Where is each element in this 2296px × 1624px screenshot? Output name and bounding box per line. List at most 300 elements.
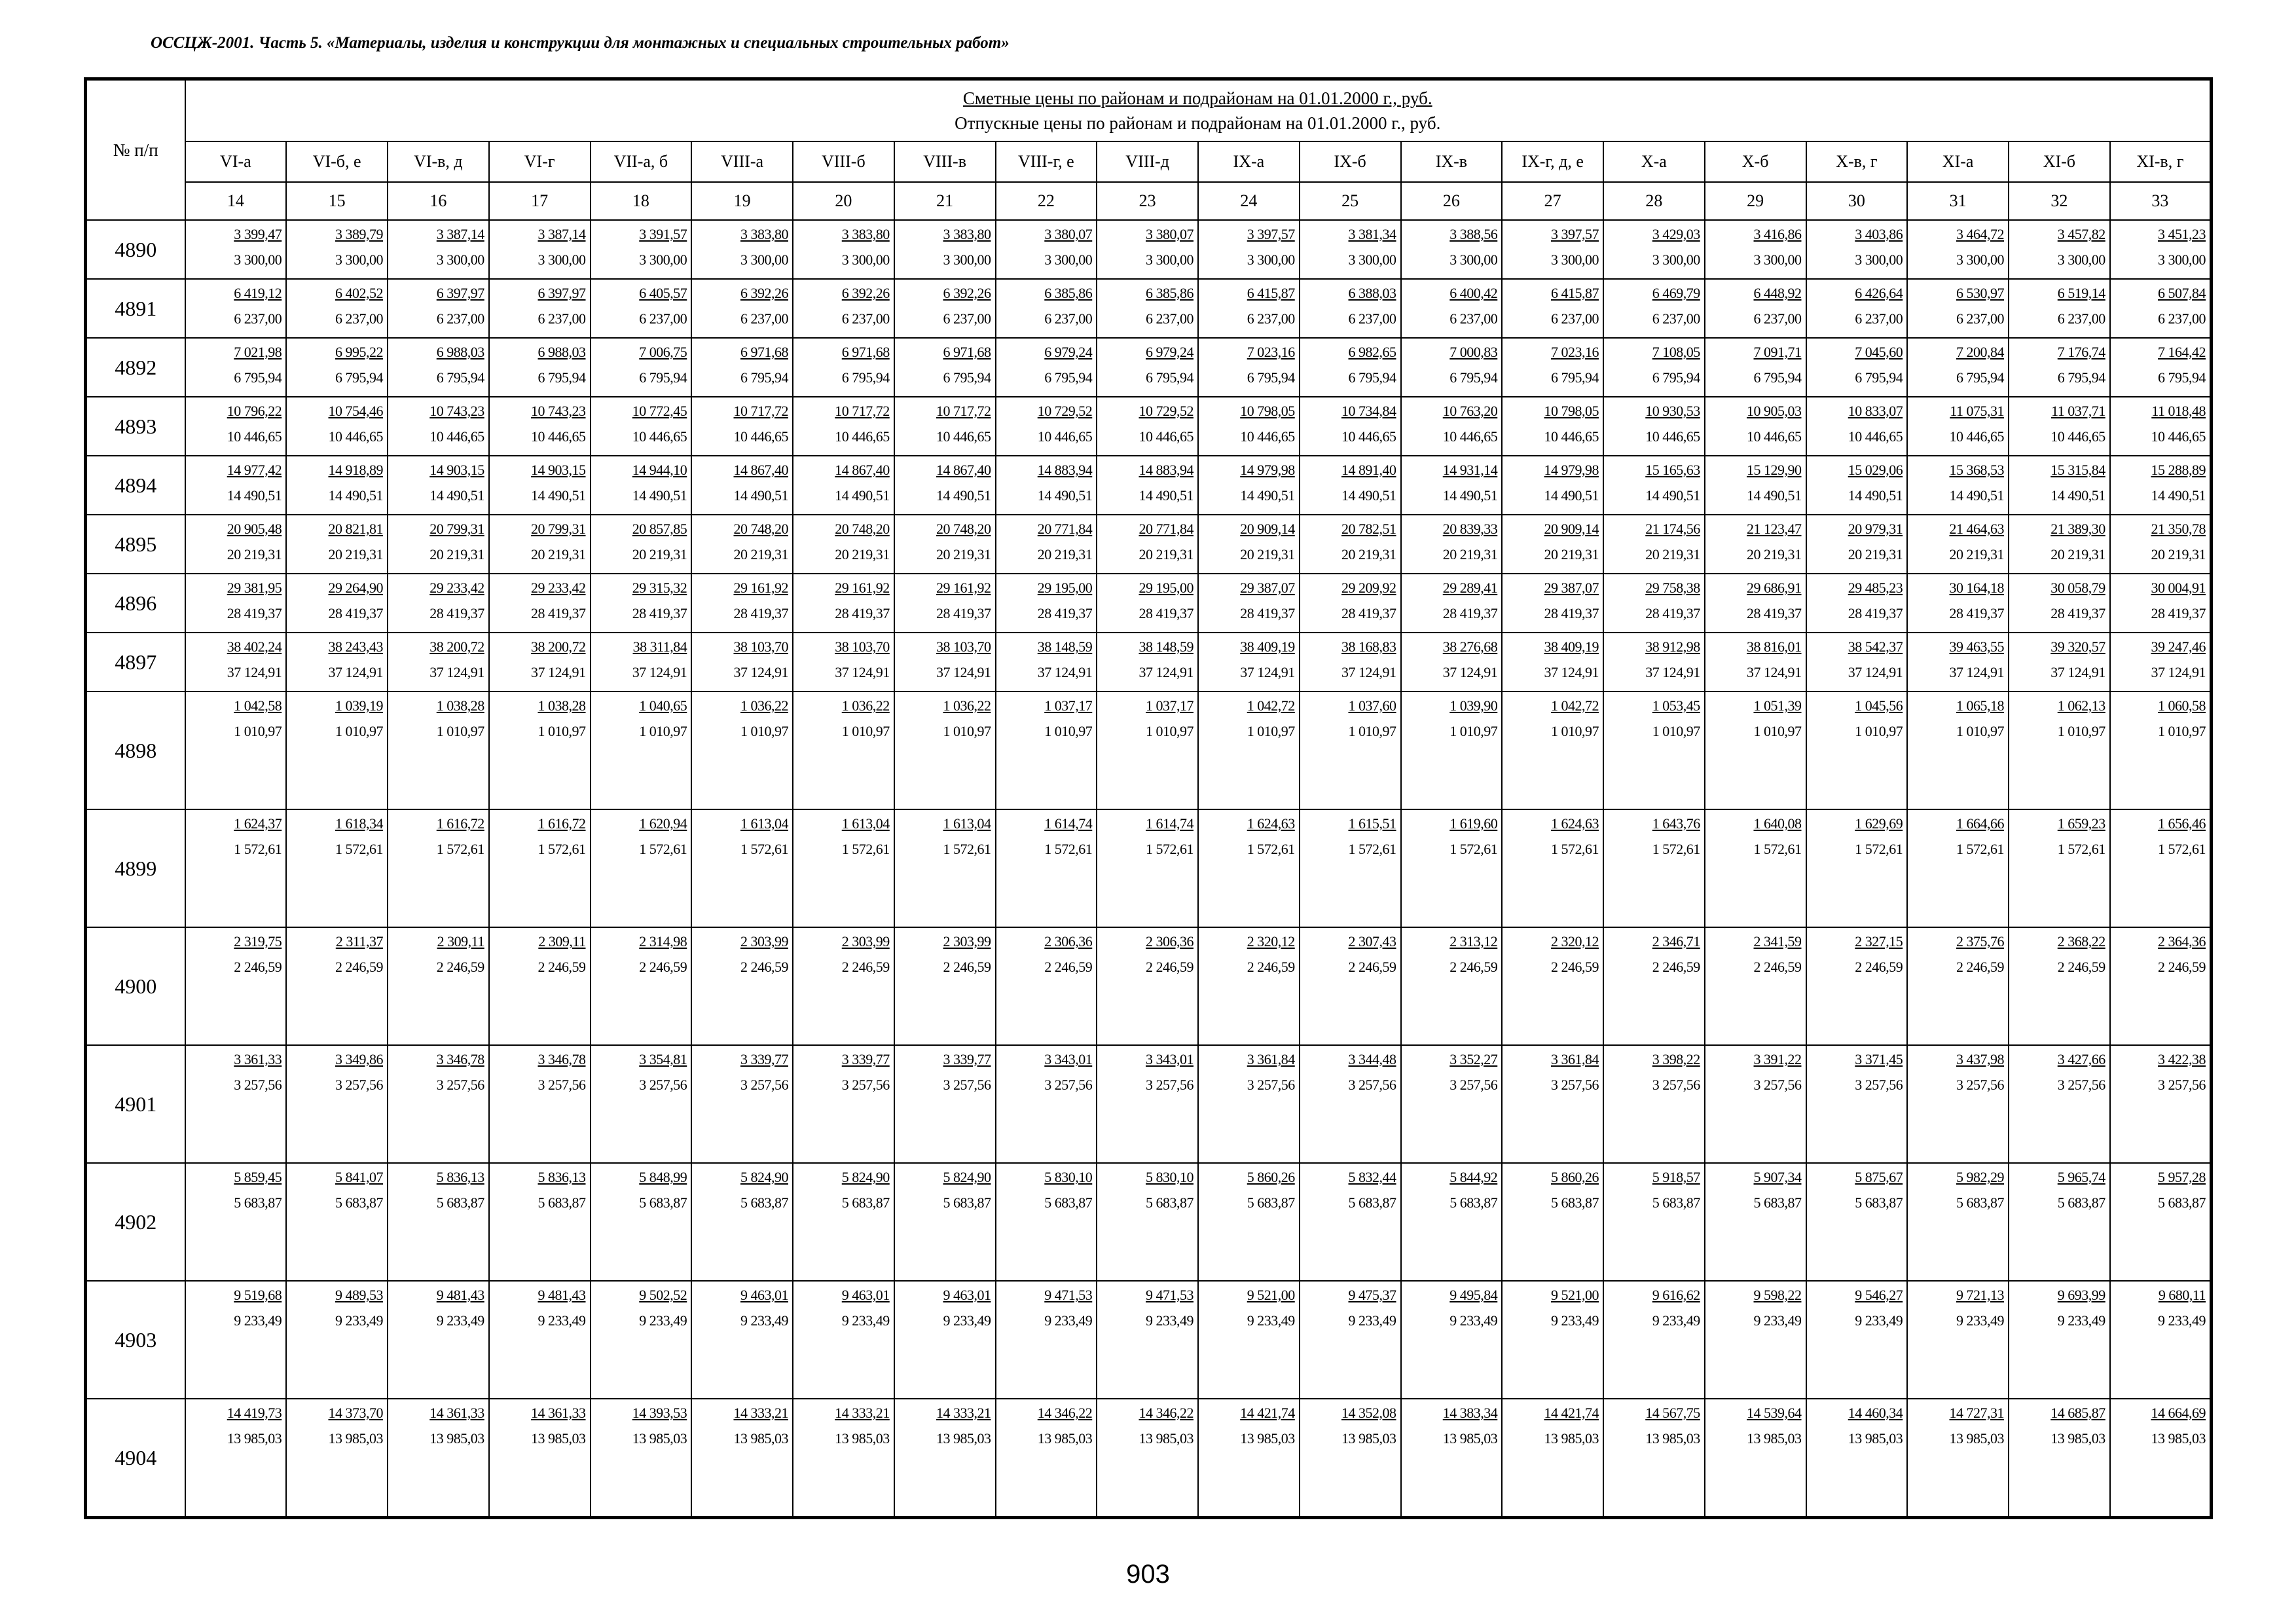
release-price: 9 233,49 (538, 1312, 586, 1329)
table-row (86, 456, 2212, 515)
release-price: 10 446,65 (1949, 428, 2004, 445)
estimated-price: 29 195,00 (1139, 580, 1194, 596)
estimated-price: 38 409,19 (1544, 638, 1599, 655)
estimated-price: 30 058,79 (2050, 580, 2105, 596)
release-price: 5 683,87 (1247, 1194, 1295, 1211)
price-cell (286, 456, 388, 515)
price-cell (2009, 456, 2110, 515)
release-price: 2 246,59 (1551, 959, 1599, 975)
release-price: 20 219,31 (429, 546, 484, 563)
estimated-price: 9 463,01 (943, 1287, 991, 1303)
release-price: 6 237,00 (1551, 310, 1599, 327)
release-price: 1 572,61 (1146, 841, 1194, 857)
estimated-price: 10 905,03 (1747, 403, 1802, 419)
estimated-price: 3 383,80 (943, 226, 991, 242)
estimated-price: 5 841,07 (335, 1169, 383, 1185)
row-number: 4902 (86, 1163, 185, 1281)
release-price: 2 246,59 (740, 959, 788, 975)
estimated-price: 20 909,14 (1544, 521, 1599, 537)
estimated-price: 1 620,94 (639, 815, 687, 832)
estimated-price: 10 798,05 (1240, 403, 1295, 419)
estimated-price: 1 039,90 (1449, 697, 1498, 714)
row-number: 4896 (86, 574, 185, 633)
price-cell (2110, 515, 2212, 574)
price-cell (591, 927, 692, 1045)
release-price: 6 237,00 (639, 310, 687, 327)
price-cell (1097, 633, 1198, 692)
price-cell (2110, 927, 2212, 1045)
release-price: 3 257,56 (1652, 1077, 1700, 1093)
release-price: 2 246,59 (1855, 959, 1903, 975)
release-price: 6 237,00 (1348, 310, 1396, 327)
release-price: 3 300,00 (1348, 251, 1396, 268)
price-cell (1502, 1045, 1603, 1163)
price-cell (691, 1045, 793, 1163)
price-cell (894, 338, 996, 397)
release-price: 28 419,37 (1139, 605, 1194, 621)
release-price: 6 795,94 (436, 369, 484, 386)
price-cell (1705, 1399, 1806, 1518)
estimated-price: 14 883,94 (1139, 462, 1194, 478)
release-price: 13 985,03 (1240, 1430, 1295, 1447)
estimated-price: 21 464,63 (1949, 521, 2004, 537)
release-price: 5 683,87 (1044, 1194, 1093, 1211)
estimated-price: 1 045,56 (1855, 697, 1903, 714)
column-number: 24 (1198, 182, 1300, 220)
release-price: 14 490,51 (1037, 487, 1093, 504)
release-price: 3 257,56 (1855, 1077, 1903, 1093)
price-cell (894, 927, 996, 1045)
price-cell (1198, 515, 1300, 574)
row-number: 4903 (86, 1281, 185, 1399)
estimated-price: 1 614,74 (1146, 815, 1194, 832)
release-price: 6 795,94 (1146, 369, 1194, 386)
estimated-price: 6 392,26 (841, 285, 890, 301)
release-price: 10 446,65 (1240, 428, 1295, 445)
estimated-price: 6 385,86 (1146, 285, 1194, 301)
release-price: 3 300,00 (234, 251, 282, 268)
release-price: 13 985,03 (936, 1430, 991, 1447)
estimated-price: 1 656,46 (2158, 815, 2206, 832)
estimated-price: 9 546,27 (1855, 1287, 1903, 1303)
price-cell (1401, 809, 1503, 927)
estimated-price: 29 387,07 (1240, 580, 1295, 596)
estimated-price: 3 398,22 (1652, 1051, 1700, 1067)
price-cell (2110, 692, 2212, 809)
release-price: 14 490,51 (2050, 487, 2105, 504)
release-price: 3 300,00 (1551, 251, 1599, 268)
price-cell (388, 927, 489, 1045)
price-cell (2110, 1281, 2212, 1399)
price-cell (1907, 1281, 2009, 1399)
row-number: 4890 (86, 220, 185, 279)
table-row (86, 1281, 2212, 1399)
estimated-price: 5 982,29 (1956, 1169, 2004, 1185)
estimated-price: 3 427,66 (2057, 1051, 2105, 1067)
estimated-price: 7 091,71 (1753, 344, 1802, 360)
estimated-price: 3 388,56 (1449, 226, 1498, 242)
estimated-price: 14 346,22 (1037, 1405, 1093, 1421)
release-price: 10 446,65 (2151, 428, 2206, 445)
estimated-price: 2 309,11 (437, 933, 484, 950)
estimated-price: 3 387,14 (538, 226, 586, 242)
release-price: 1 010,97 (1855, 723, 1903, 739)
price-cell (1300, 927, 1401, 1045)
price-cell (1502, 456, 1603, 515)
estimated-price: 11 075,31 (1950, 403, 2004, 419)
estimated-price: 7 000,83 (1449, 344, 1498, 360)
estimated-price: 14 867,40 (733, 462, 788, 478)
estimated-price: 5 824,90 (841, 1169, 890, 1185)
release-price: 13 985,03 (1341, 1430, 1396, 1447)
estimated-price: 3 346,78 (538, 1051, 586, 1067)
estimated-price: 6 971,68 (740, 344, 788, 360)
price-cell (185, 633, 287, 692)
estimated-price: 3 361,84 (1247, 1051, 1295, 1067)
price-cell (1705, 1045, 1806, 1163)
column-number: 27 (1502, 182, 1603, 220)
release-price: 6 237,00 (2158, 310, 2206, 327)
column-number: 14 (185, 182, 287, 220)
price-cell (489, 1163, 591, 1281)
estimated-price: 1 613,04 (943, 815, 991, 832)
price-cell (996, 220, 1097, 279)
estimated-price: 7 176,74 (2057, 344, 2105, 360)
estimated-price: 3 383,80 (841, 226, 890, 242)
release-price: 9 233,49 (1044, 1312, 1093, 1329)
estimated-price: 10 734,84 (1341, 403, 1396, 419)
price-cell (1198, 1045, 1300, 1163)
estimated-price: 9 616,62 (1652, 1287, 1700, 1303)
price-cell (185, 1045, 287, 1163)
region-header: XI-а (1907, 141, 2009, 182)
estimated-price: 1 040,65 (639, 697, 687, 714)
release-price: 1 572,61 (2158, 841, 2206, 857)
price-cell (894, 397, 996, 456)
release-price: 3 300,00 (1855, 251, 1903, 268)
release-price: 6 237,00 (1956, 310, 2004, 327)
release-price: 3 300,00 (538, 251, 586, 268)
release-price: 1 572,61 (1652, 841, 1700, 857)
release-price: 3 257,56 (639, 1077, 687, 1093)
release-price: 3 300,00 (335, 251, 383, 268)
estimated-price: 9 463,01 (740, 1287, 788, 1303)
estimated-price: 5 832,44 (1348, 1169, 1396, 1185)
release-price: 1 010,97 (538, 723, 586, 739)
price-cell (2110, 1163, 2212, 1281)
price-cell (996, 633, 1097, 692)
estimated-price: 6 971,68 (841, 344, 890, 360)
price-cell (489, 633, 591, 692)
estimated-price: 2 309,11 (538, 933, 586, 950)
price-cell (793, 397, 894, 456)
column-number: 28 (1603, 182, 1705, 220)
estimated-price: 20 839,33 (1442, 521, 1498, 537)
price-cell (1502, 633, 1603, 692)
price-cell (2110, 633, 2212, 692)
estimated-price: 1 037,17 (1044, 697, 1093, 714)
price-cell (1300, 1163, 1401, 1281)
estimated-price: 3 354,81 (639, 1051, 687, 1067)
estimated-price: 2 320,12 (1551, 933, 1599, 950)
region-header: X-б (1705, 141, 1806, 182)
release-price: 3 300,00 (943, 251, 991, 268)
release-price: 3 257,56 (234, 1077, 282, 1093)
release-price: 20 219,31 (733, 546, 788, 563)
release-price: 3 257,56 (841, 1077, 890, 1093)
price-cell (2009, 1163, 2110, 1281)
release-price: 5 683,87 (2057, 1194, 2105, 1211)
price-cell (1300, 809, 1401, 927)
estimated-price: 14 944,10 (632, 462, 687, 478)
price-cell (489, 809, 591, 927)
price-cell (1401, 515, 1503, 574)
estimated-price: 1 053,45 (1652, 697, 1700, 714)
estimated-price: 14 685,87 (2050, 1405, 2105, 1421)
price-cell (1300, 1399, 1401, 1518)
release-price: 10 446,65 (531, 428, 586, 445)
release-price: 14 490,51 (1240, 487, 1295, 504)
price-cell (388, 574, 489, 633)
column-number: 20 (793, 182, 894, 220)
estimated-price: 2 303,99 (740, 933, 788, 950)
release-price: 13 985,03 (733, 1430, 788, 1447)
price-cell (1300, 574, 1401, 633)
price-cell (1097, 927, 1198, 1045)
price-cell (489, 456, 591, 515)
release-price: 5 683,87 (1551, 1194, 1599, 1211)
price-cell (691, 633, 793, 692)
estimated-price: 14 727,31 (1949, 1405, 2004, 1421)
price-cell (591, 397, 692, 456)
estimated-price: 3 344,48 (1348, 1051, 1396, 1067)
estimated-price: 14 333,21 (835, 1405, 890, 1421)
price-cell (793, 220, 894, 279)
release-price: 10 446,65 (1645, 428, 1700, 445)
estimated-price: 10 796,22 (227, 403, 282, 419)
release-price: 3 257,56 (1551, 1077, 1599, 1093)
price-cell (1097, 1163, 1198, 1281)
estimated-price: 5 830,10 (1044, 1169, 1093, 1185)
price-cell (996, 338, 1097, 397)
estimated-price: 1 624,63 (1551, 815, 1599, 832)
price-cell (894, 1399, 996, 1518)
release-price: 14 490,51 (2151, 487, 2206, 504)
estimated-price: 1 037,17 (1146, 697, 1194, 714)
estimated-price: 3 391,57 (639, 226, 687, 242)
estimated-price: 3 387,14 (436, 226, 484, 242)
price-cell (996, 809, 1097, 927)
price-cell (388, 809, 489, 927)
region-header: XI-в, г (2110, 141, 2212, 182)
estimated-price: 15 315,84 (2050, 462, 2105, 478)
estimated-price: 7 006,75 (639, 344, 687, 360)
price-cell (591, 574, 692, 633)
price-cell (2009, 1281, 2110, 1399)
estimated-price: 1 624,37 (234, 815, 282, 832)
price-cell (793, 1281, 894, 1399)
row-number: 4897 (86, 633, 185, 692)
price-cell (1097, 456, 1198, 515)
price-cell (1502, 574, 1603, 633)
release-price: 9 233,49 (740, 1312, 788, 1329)
price-cell (691, 1281, 793, 1399)
release-price: 1 572,61 (1348, 841, 1396, 857)
release-price: 2 246,59 (335, 959, 383, 975)
price-cell (2009, 515, 2110, 574)
estimated-price: 6 988,03 (538, 344, 586, 360)
price-cell (894, 633, 996, 692)
estimated-price: 7 023,16 (1247, 344, 1295, 360)
release-price: 6 795,94 (1753, 369, 1802, 386)
release-price: 3 300,00 (436, 251, 484, 268)
price-cell (1300, 220, 1401, 279)
release-price: 3 300,00 (2158, 251, 2206, 268)
price-cell (1198, 1281, 1300, 1399)
estimated-price: 5 844,92 (1449, 1169, 1498, 1185)
price-cell (2110, 1399, 2212, 1518)
estimated-price: 14 333,21 (936, 1405, 991, 1421)
release-price: 28 419,37 (1037, 605, 1093, 621)
estimated-price: 20 782,51 (1341, 521, 1396, 537)
release-price: 2 246,59 (1956, 959, 2004, 975)
estimated-price: 1 042,72 (1247, 697, 1295, 714)
column-number: 22 (996, 182, 1097, 220)
estimated-price: 14 361,33 (531, 1405, 586, 1421)
release-price: 3 257,56 (1247, 1077, 1295, 1093)
release-price: 6 237,00 (234, 310, 282, 327)
price-cell (591, 279, 692, 338)
release-price: 1 010,97 (2158, 723, 2206, 739)
release-price: 6 795,94 (841, 369, 890, 386)
price-cell (2009, 1045, 2110, 1163)
price-cell (286, 397, 388, 456)
estimated-price: 3 399,47 (234, 226, 282, 242)
estimated-price: 1 614,74 (1044, 815, 1093, 832)
release-price: 28 419,37 (328, 605, 383, 621)
estimated-price: 3 339,77 (740, 1051, 788, 1067)
price-cell (691, 1163, 793, 1281)
price-cell (1097, 397, 1198, 456)
release-price: 5 683,87 (1348, 1194, 1396, 1211)
release-price: 9 233,49 (1753, 1312, 1802, 1329)
estimated-price: 5 836,13 (538, 1169, 586, 1185)
price-cell (286, 1281, 388, 1399)
release-price: 3 257,56 (1146, 1077, 1194, 1093)
estimated-price: 9 481,43 (538, 1287, 586, 1303)
release-price: 10 446,65 (936, 428, 991, 445)
estimated-price: 6 402,52 (335, 285, 383, 301)
estimated-price: 1 036,22 (943, 697, 991, 714)
estimated-price: 29 289,41 (1442, 580, 1498, 596)
estimated-price: 38 103,70 (733, 638, 788, 655)
region-header: VIII-б (793, 141, 894, 182)
price-cell (1198, 927, 1300, 1045)
release-price: 14 490,51 (632, 487, 687, 504)
estimated-price: 2 341,59 (1753, 933, 1802, 950)
price-cell (1198, 456, 1300, 515)
price-cell (591, 1281, 692, 1399)
estimated-price: 14 977,42 (227, 462, 282, 478)
estimated-price: 3 451,23 (2158, 226, 2206, 242)
price-cell (1502, 279, 1603, 338)
estimated-price: 14 421,74 (1544, 1405, 1599, 1421)
release-price: 6 795,94 (1044, 369, 1093, 386)
price-cell (1806, 397, 1908, 456)
estimated-price: 2 319,75 (234, 933, 282, 950)
release-price: 6 795,94 (1449, 369, 1498, 386)
release-price: 28 419,37 (1848, 605, 1903, 621)
region-header: VI-а (185, 141, 287, 182)
release-price: 3 257,56 (1956, 1077, 2004, 1093)
estimated-price: 20 748,20 (835, 521, 890, 537)
release-price: 20 219,31 (1747, 546, 1802, 563)
price-cell (286, 692, 388, 809)
estimated-price: 2 303,99 (841, 933, 890, 950)
release-price: 3 300,00 (1247, 251, 1295, 268)
region-header: VIII-г, е (996, 141, 1097, 182)
release-price: 6 237,00 (1146, 310, 1194, 327)
release-price: 6 795,94 (335, 369, 383, 386)
region-header: VIII-а (691, 141, 793, 182)
price-cell (1907, 574, 2009, 633)
price-cell (1806, 574, 1908, 633)
release-price: 10 446,65 (1544, 428, 1599, 445)
release-price: 37 124,91 (2050, 664, 2105, 680)
release-price: 9 233,49 (1146, 1312, 1194, 1329)
row-number: 4892 (86, 338, 185, 397)
release-price: 10 446,65 (1747, 428, 1802, 445)
estimated-price: 1 042,72 (1551, 697, 1599, 714)
release-price: 5 683,87 (1956, 1194, 2004, 1211)
release-price: 14 490,51 (835, 487, 890, 504)
estimated-price: 21 350,78 (2151, 521, 2206, 537)
estimated-price: 20 748,20 (733, 521, 788, 537)
price-cell (591, 633, 692, 692)
estimated-price: 14 460,34 (1848, 1405, 1903, 1421)
price-cell (996, 574, 1097, 633)
release-price: 14 490,51 (1747, 487, 1802, 504)
table-row (86, 1399, 2212, 1518)
price-cell (2110, 338, 2212, 397)
release-price: 10 446,65 (227, 428, 282, 445)
estimated-price: 20 905,48 (227, 521, 282, 537)
price-cell (1502, 692, 1603, 809)
release-price: 10 446,65 (1341, 428, 1396, 445)
estimated-price: 30 004,91 (2151, 580, 2206, 596)
release-price: 6 795,94 (538, 369, 586, 386)
release-price: 37 124,91 (531, 664, 586, 680)
estimated-price: 14 421,74 (1240, 1405, 1295, 1421)
release-price: 20 219,31 (1442, 546, 1498, 563)
release-price: 14 490,51 (733, 487, 788, 504)
estimated-price: 6 971,68 (943, 344, 991, 360)
table-row (86, 515, 2212, 574)
estimated-price: 9 693,99 (2057, 1287, 2105, 1303)
price-cell (1603, 1281, 1705, 1399)
estimated-price: 6 400,42 (1449, 285, 1498, 301)
release-price: 6 237,00 (436, 310, 484, 327)
release-price: 20 219,31 (632, 546, 687, 563)
price-cell (1603, 456, 1705, 515)
price-cell (1097, 1399, 1198, 1518)
release-price: 2 246,59 (1247, 959, 1295, 975)
region-header: VII-а, б (591, 141, 692, 182)
estimated-price: 5 830,10 (1146, 1169, 1194, 1185)
price-cell (388, 220, 489, 279)
release-price: 28 419,37 (2050, 605, 2105, 621)
price-cell (1401, 1045, 1503, 1163)
